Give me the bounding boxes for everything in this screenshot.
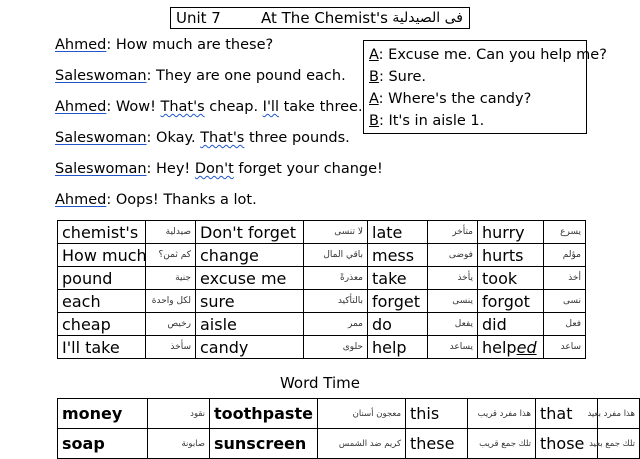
vocab-arabic-meaning: باقي المال <box>304 244 368 267</box>
dialog-text: cheap. <box>204 99 263 115</box>
word-arabic-meaning: تلك جمع بعيد <box>598 429 640 459</box>
vocab-arabic-meaning: يسرع <box>544 221 586 244</box>
vocab-english-word: How much <box>58 244 146 267</box>
vocab-arabic-meaning: صيدلية <box>146 221 196 244</box>
contraction-word: I'll <box>262 99 279 115</box>
lesson-title-arabic: فى الصيدلية <box>392 10 463 26</box>
dialog-text: forget your change! <box>233 161 383 177</box>
vocab-english-word: forgot <box>478 290 544 313</box>
word-english: soap <box>58 429 148 459</box>
word-english: toothpaste <box>210 399 318 429</box>
word-arabic-meaning: معجون أسنان <box>318 399 406 429</box>
dialog-line-4 <box>55 130 350 146</box>
word-english: that <box>536 399 598 429</box>
dialog-line-6 <box>55 192 257 208</box>
vocab-english-word: hurts <box>478 244 544 267</box>
vocab-english-word: pound <box>58 267 146 290</box>
vocab-row <box>58 244 586 267</box>
dialog-text: : Wow! <box>106 99 161 115</box>
vocab-english-word: sure <box>196 290 304 313</box>
contraction-word: That's <box>160 99 205 115</box>
word-arabic-meaning: نقود <box>148 399 210 429</box>
dialog-text: : They are one pound each. <box>146 68 346 84</box>
word-english: this <box>406 399 468 429</box>
word-time-row <box>58 429 640 459</box>
vocab-arabic-meaning: ينسى <box>428 290 478 313</box>
vocab-row <box>58 290 586 313</box>
word-arabic-meaning: تلك جمع قريب <box>468 429 536 459</box>
dialog-text: : Oops! Thanks a lot. <box>106 192 257 208</box>
word-arabic-meaning: كريم ضد الشمس <box>318 429 406 459</box>
vocab-arabic-meaning: فوضى <box>428 244 478 267</box>
vocab-english-word <box>478 336 544 359</box>
vocab-arabic-meaning: لكل واحدة <box>146 290 196 313</box>
vocab-english-word: forget <box>368 290 428 313</box>
vocab-english-word: aisle <box>196 313 304 336</box>
ab-line-3 <box>369 91 531 107</box>
ab-letter: A <box>369 91 379 107</box>
vocab-english-word: change <box>196 244 304 267</box>
lesson-title: At The Chemist's <box>261 9 388 27</box>
word-time-table <box>57 398 640 459</box>
speaker-name: Saleswoman <box>55 130 147 146</box>
vocab-arabic-meaning: مؤلم <box>544 244 586 267</box>
vocab-english-word: did <box>478 313 544 336</box>
vocab-arabic-meaning: فعل <box>544 313 586 336</box>
ab-text: : Excuse me. Can you help me? <box>378 47 607 63</box>
vocab-english-word: I'll take <box>58 336 146 359</box>
dialog-line-1 <box>55 37 273 53</box>
vocab-english-word: each <box>58 290 146 313</box>
dialog-text: : Okay. <box>146 130 201 146</box>
contraction-word: That's <box>200 130 245 146</box>
vocab-arabic-meaning: أخذ <box>544 267 586 290</box>
ab-letter: B <box>369 113 379 129</box>
vocab-arabic-meaning: جنية <box>146 267 196 290</box>
vocab-arabic-meaning: حلوى <box>304 336 368 359</box>
speaker-name: Saleswoman <box>55 161 147 177</box>
dialog-line-3 <box>55 99 363 115</box>
vocab-arabic-meaning: رخيص <box>146 313 196 336</box>
ab-line-4 <box>369 113 484 129</box>
vocab-english-word: hurry <box>478 221 544 244</box>
speaker-name: Ahmed <box>55 192 107 208</box>
vocab-arabic-meaning: يأخذ <box>428 267 478 290</box>
vocab-arabic-meaning: متأخر <box>428 221 478 244</box>
word-time-heading: Word Time <box>279 374 361 392</box>
vocab-arabic-meaning: ممر <box>304 313 368 336</box>
ab-text: : Where's the candy? <box>378 91 532 107</box>
vocab-arabic-meaning: معذرةً <box>304 267 368 290</box>
vocab-arabic-meaning: ساعد <box>544 336 586 359</box>
word-english: those <box>536 429 598 459</box>
vocab-english-word: late <box>368 221 428 244</box>
vocab-row <box>58 221 586 244</box>
ab-text: : It's in aisle 1. <box>378 113 485 129</box>
unit-title-box <box>170 7 470 29</box>
vocab-english-word: Don't forget <box>196 221 304 244</box>
vocab-word-stem: help <box>482 337 517 357</box>
speaker-name: Ahmed <box>55 37 107 53</box>
vocab-english-word: do <box>368 313 428 336</box>
ab-letter: A <box>369 47 379 63</box>
ab-line-2 <box>369 69 426 85</box>
vocab-english-word: take <box>368 267 428 290</box>
vocab-english-word: mess <box>368 244 428 267</box>
dialog-text: three pounds. <box>244 130 350 146</box>
vocab-row <box>58 313 586 336</box>
dialog-text: : How much are these? <box>106 37 274 53</box>
speaker-name: Ahmed <box>55 99 107 115</box>
word-arabic-meaning: هذا مفرد بعيد <box>598 399 640 429</box>
dialog-line-5 <box>55 161 383 177</box>
vocab-arabic-meaning: يفعل <box>428 313 478 336</box>
dialog-text: take three. <box>279 99 363 115</box>
ab-dialog-box <box>363 40 607 134</box>
vocab-arabic-meaning: لا تنسى <box>304 221 368 244</box>
speaker-name: Saleswoman <box>55 68 147 84</box>
ab-text: : Sure. <box>378 69 427 85</box>
past-suffix: ed <box>516 337 537 357</box>
vocab-english-word: chemist's <box>58 221 146 244</box>
vocab-english-word: help <box>368 336 428 359</box>
vocab-arabic-meaning: بالتأكيد <box>304 290 368 313</box>
word-arabic-meaning: صابونة <box>148 429 210 459</box>
word-english: money <box>58 399 148 429</box>
vocabulary-table <box>57 220 586 359</box>
vocab-english-word: candy <box>196 336 304 359</box>
word-arabic-meaning: هذا مفرد قريب <box>468 399 536 429</box>
ab-letter: B <box>369 69 379 85</box>
vocab-row <box>58 267 586 290</box>
vocab-arabic-meaning: كم ثمن؟ <box>146 244 196 267</box>
vocab-english-word: took <box>478 267 544 290</box>
vocab-arabic-meaning: يساعد <box>428 336 478 359</box>
ab-line-1 <box>369 47 607 63</box>
vocab-english-word: excuse me <box>196 267 304 290</box>
vocab-row <box>58 336 586 359</box>
word-english: sunscreen <box>210 429 318 459</box>
word-time-row <box>58 399 640 429</box>
vocab-arabic-meaning: نسى <box>544 290 586 313</box>
word-english: these <box>406 429 468 459</box>
dialog-line-2 <box>55 68 346 84</box>
dialog-text: : Hey! <box>146 161 195 177</box>
unit-number: Unit 7 <box>176 9 221 27</box>
vocab-english-word: cheap <box>58 313 146 336</box>
contraction-word: Don't <box>194 161 234 177</box>
vocab-arabic-meaning: سأخذ <box>146 336 196 359</box>
